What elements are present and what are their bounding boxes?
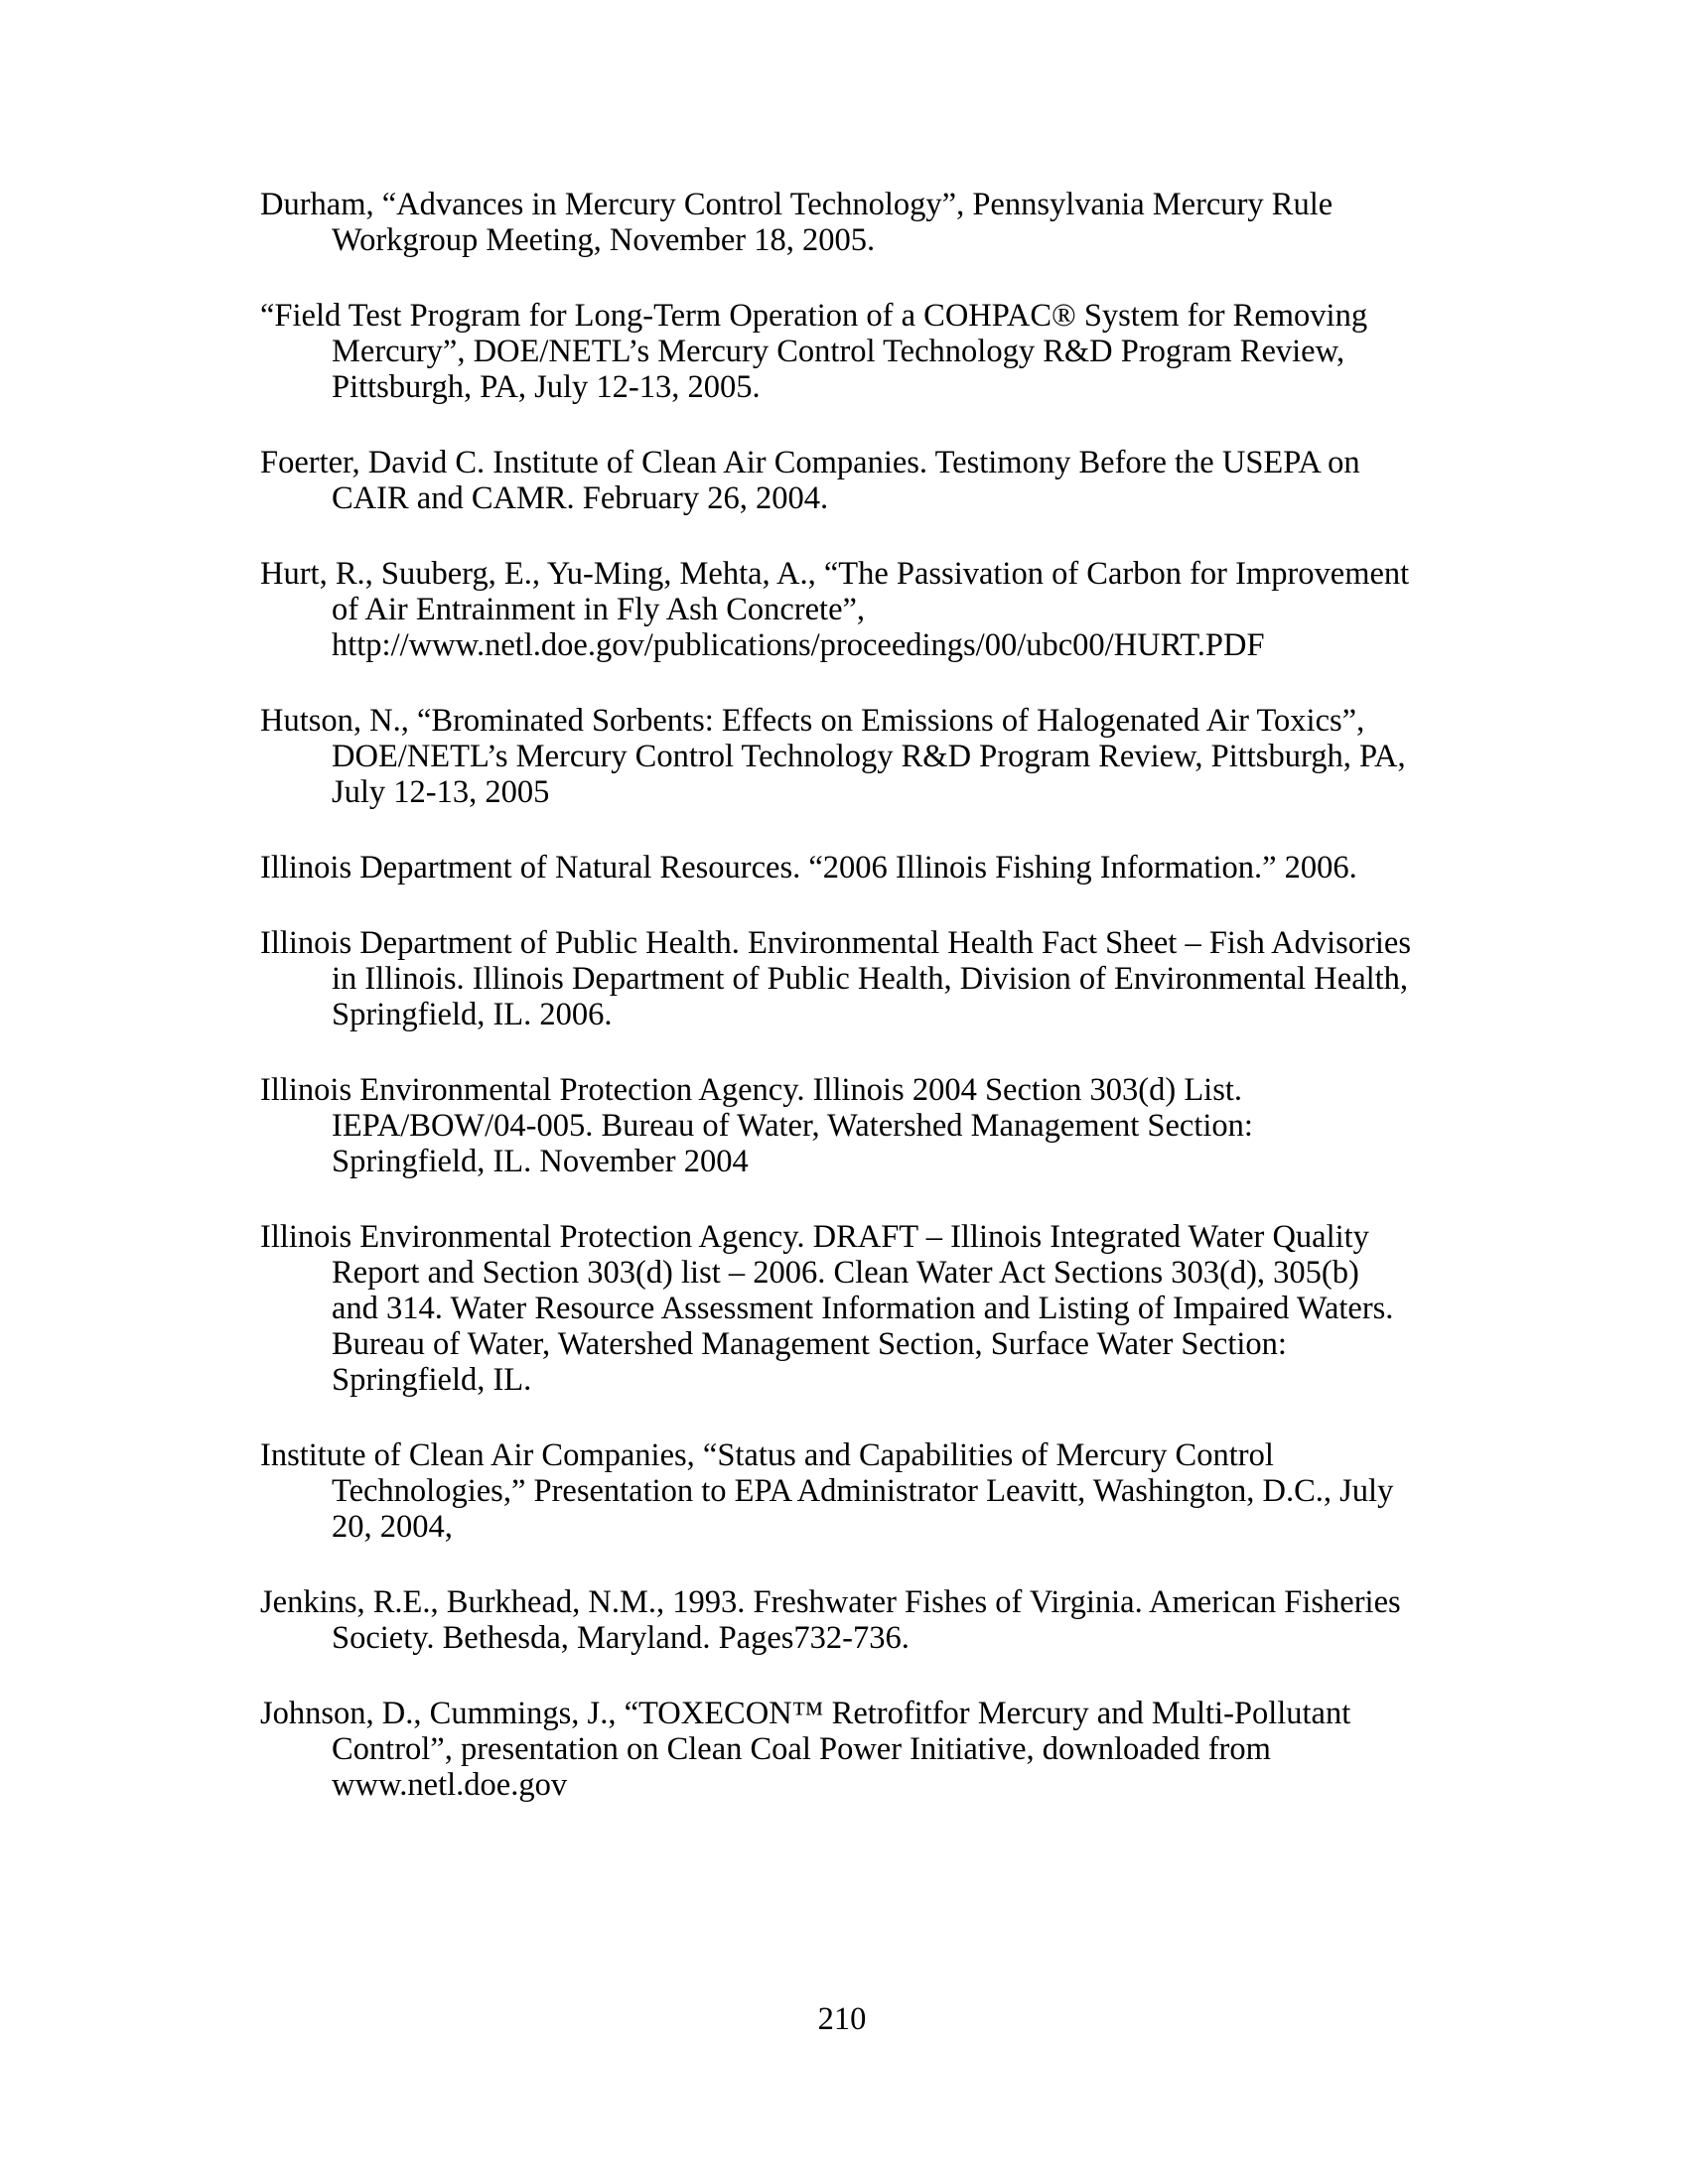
reference-line: Springfield, IL. November 2004 [332, 1144, 749, 1179]
reference-line: “Field Test Program for Long-Term Operation of a COHPAC® System for Removing [260, 298, 1368, 334]
reference-line: Illinois Department of Natural Resources. “2006 Illinois Fishing Information.” 2006. [260, 850, 1357, 886]
reference-line: 20, 2004, [332, 1509, 453, 1545]
reference-line: Society. Bethesda, Maryland. Pages732-736. [332, 1620, 910, 1656]
reference-line: Springfield, IL. 2006. [332, 997, 613, 1032]
page-number: 210 [817, 2001, 867, 2037]
reference-line: IEPA/BOW/04-005. Bureau of Water, Watershed Management Section: [332, 1108, 1253, 1144]
reference-line: Illinois Department of Public Health. Environmental Health Fact Sheet – Fish Advisories [260, 925, 1411, 961]
reference-line: CAIR and CAMR. February 26, 2004. [332, 480, 829, 516]
reference-line: Bureau of Water, Watershed Management Section, Surface Water Section: [332, 1326, 1287, 1362]
reference-entry [260, 1696, 1432, 1803]
reference-line: July 12-13, 2005 [332, 774, 550, 810]
reference-line: Johnson, D., Cummings, J., “TOXECON™ Retrofitfor Mercury and Multi-Pollutant [260, 1696, 1351, 1731]
reference-entry [260, 1219, 1432, 1398]
reference-line: www.netl.doe.gov [332, 1767, 568, 1803]
reference-line: Springfield, IL. [332, 1362, 532, 1398]
reference-line: Hurt, R., Suuberg, E., Yu-Ming, Mehta, A., “The Passivation of Carbon for Improvement [260, 556, 1410, 592]
reference-line: http://www.netl.doe.gov/publications/proceedings/00/ubc00/HURT.PDF [332, 627, 1265, 663]
reference-entry [260, 1437, 1432, 1545]
reference-line: Hutson, N., “Brominated Sorbents: Effects on Emissions of Halogenated Air Toxics”, [260, 703, 1365, 739]
reference-line: Jenkins, R.E., Burkhead, N.M., 1993. Freshwater Fishes of Virginia. American Fisheries [260, 1584, 1401, 1620]
reference-line: Foerter, David C. Institute of Clean Air Companies. Testimony Before the USEPA on [260, 445, 1360, 480]
reference-line: Durham, “Advances in Mercury Control Technology”, Pennsylvania Mercury Rule [260, 187, 1333, 222]
reference-line: and 314. Water Resource Assessment Information and Listing of Impaired Waters. [332, 1291, 1394, 1326]
reference-line: Illinois Environmental Protection Agency. Illinois 2004 Section 303(d) List. [260, 1072, 1243, 1108]
reference-entry [260, 1584, 1432, 1656]
reference-line: Institute of Clean Air Companies, “Status and Capabilities of Mercury Control [260, 1437, 1274, 1473]
reference-line: DOE/NETL’s Mercury Control Technology R&D Program Review, Pittsburgh, PA, [332, 739, 1406, 774]
reference-line: Pittsburgh, PA, July 12-13, 2005. [332, 369, 761, 405]
reference-entry [260, 925, 1432, 1032]
reference-line: in Illinois. Illinois Department of Public Health, Division of Environmental Health, [332, 961, 1409, 997]
reference-line: of Air Entrainment in Fly Ash Concrete”, [332, 592, 866, 627]
reference-line: Technologies,” Presentation to EPA Administrator Leavitt, Washington, D.C., July [332, 1473, 1394, 1509]
reference-line: Control”, presentation on Clean Coal Power Initiative, downloaded from [332, 1731, 1271, 1767]
reference-entry [260, 556, 1432, 663]
reference-entry [260, 445, 1432, 516]
reference-list [260, 187, 1432, 1843]
reference-entry [260, 298, 1432, 405]
reference-line: Mercury”, DOE/NETL’s Mercury Control Technology R&D Program Review, [332, 334, 1345, 369]
reference-entry [260, 187, 1432, 258]
reference-line: Report and Section 303(d) list – 2006. Clean Water Act Sections 303(d), 305(b) [332, 1255, 1359, 1291]
reference-entry [260, 703, 1432, 810]
reference-entry [260, 1072, 1432, 1179]
reference-line: Illinois Environmental Protection Agency. DRAFT – Illinois Integrated Water Quality [260, 1219, 1369, 1255]
reference-line: Workgroup Meeting, November 18, 2005. [332, 222, 876, 258]
reference-entry [260, 850, 1432, 886]
